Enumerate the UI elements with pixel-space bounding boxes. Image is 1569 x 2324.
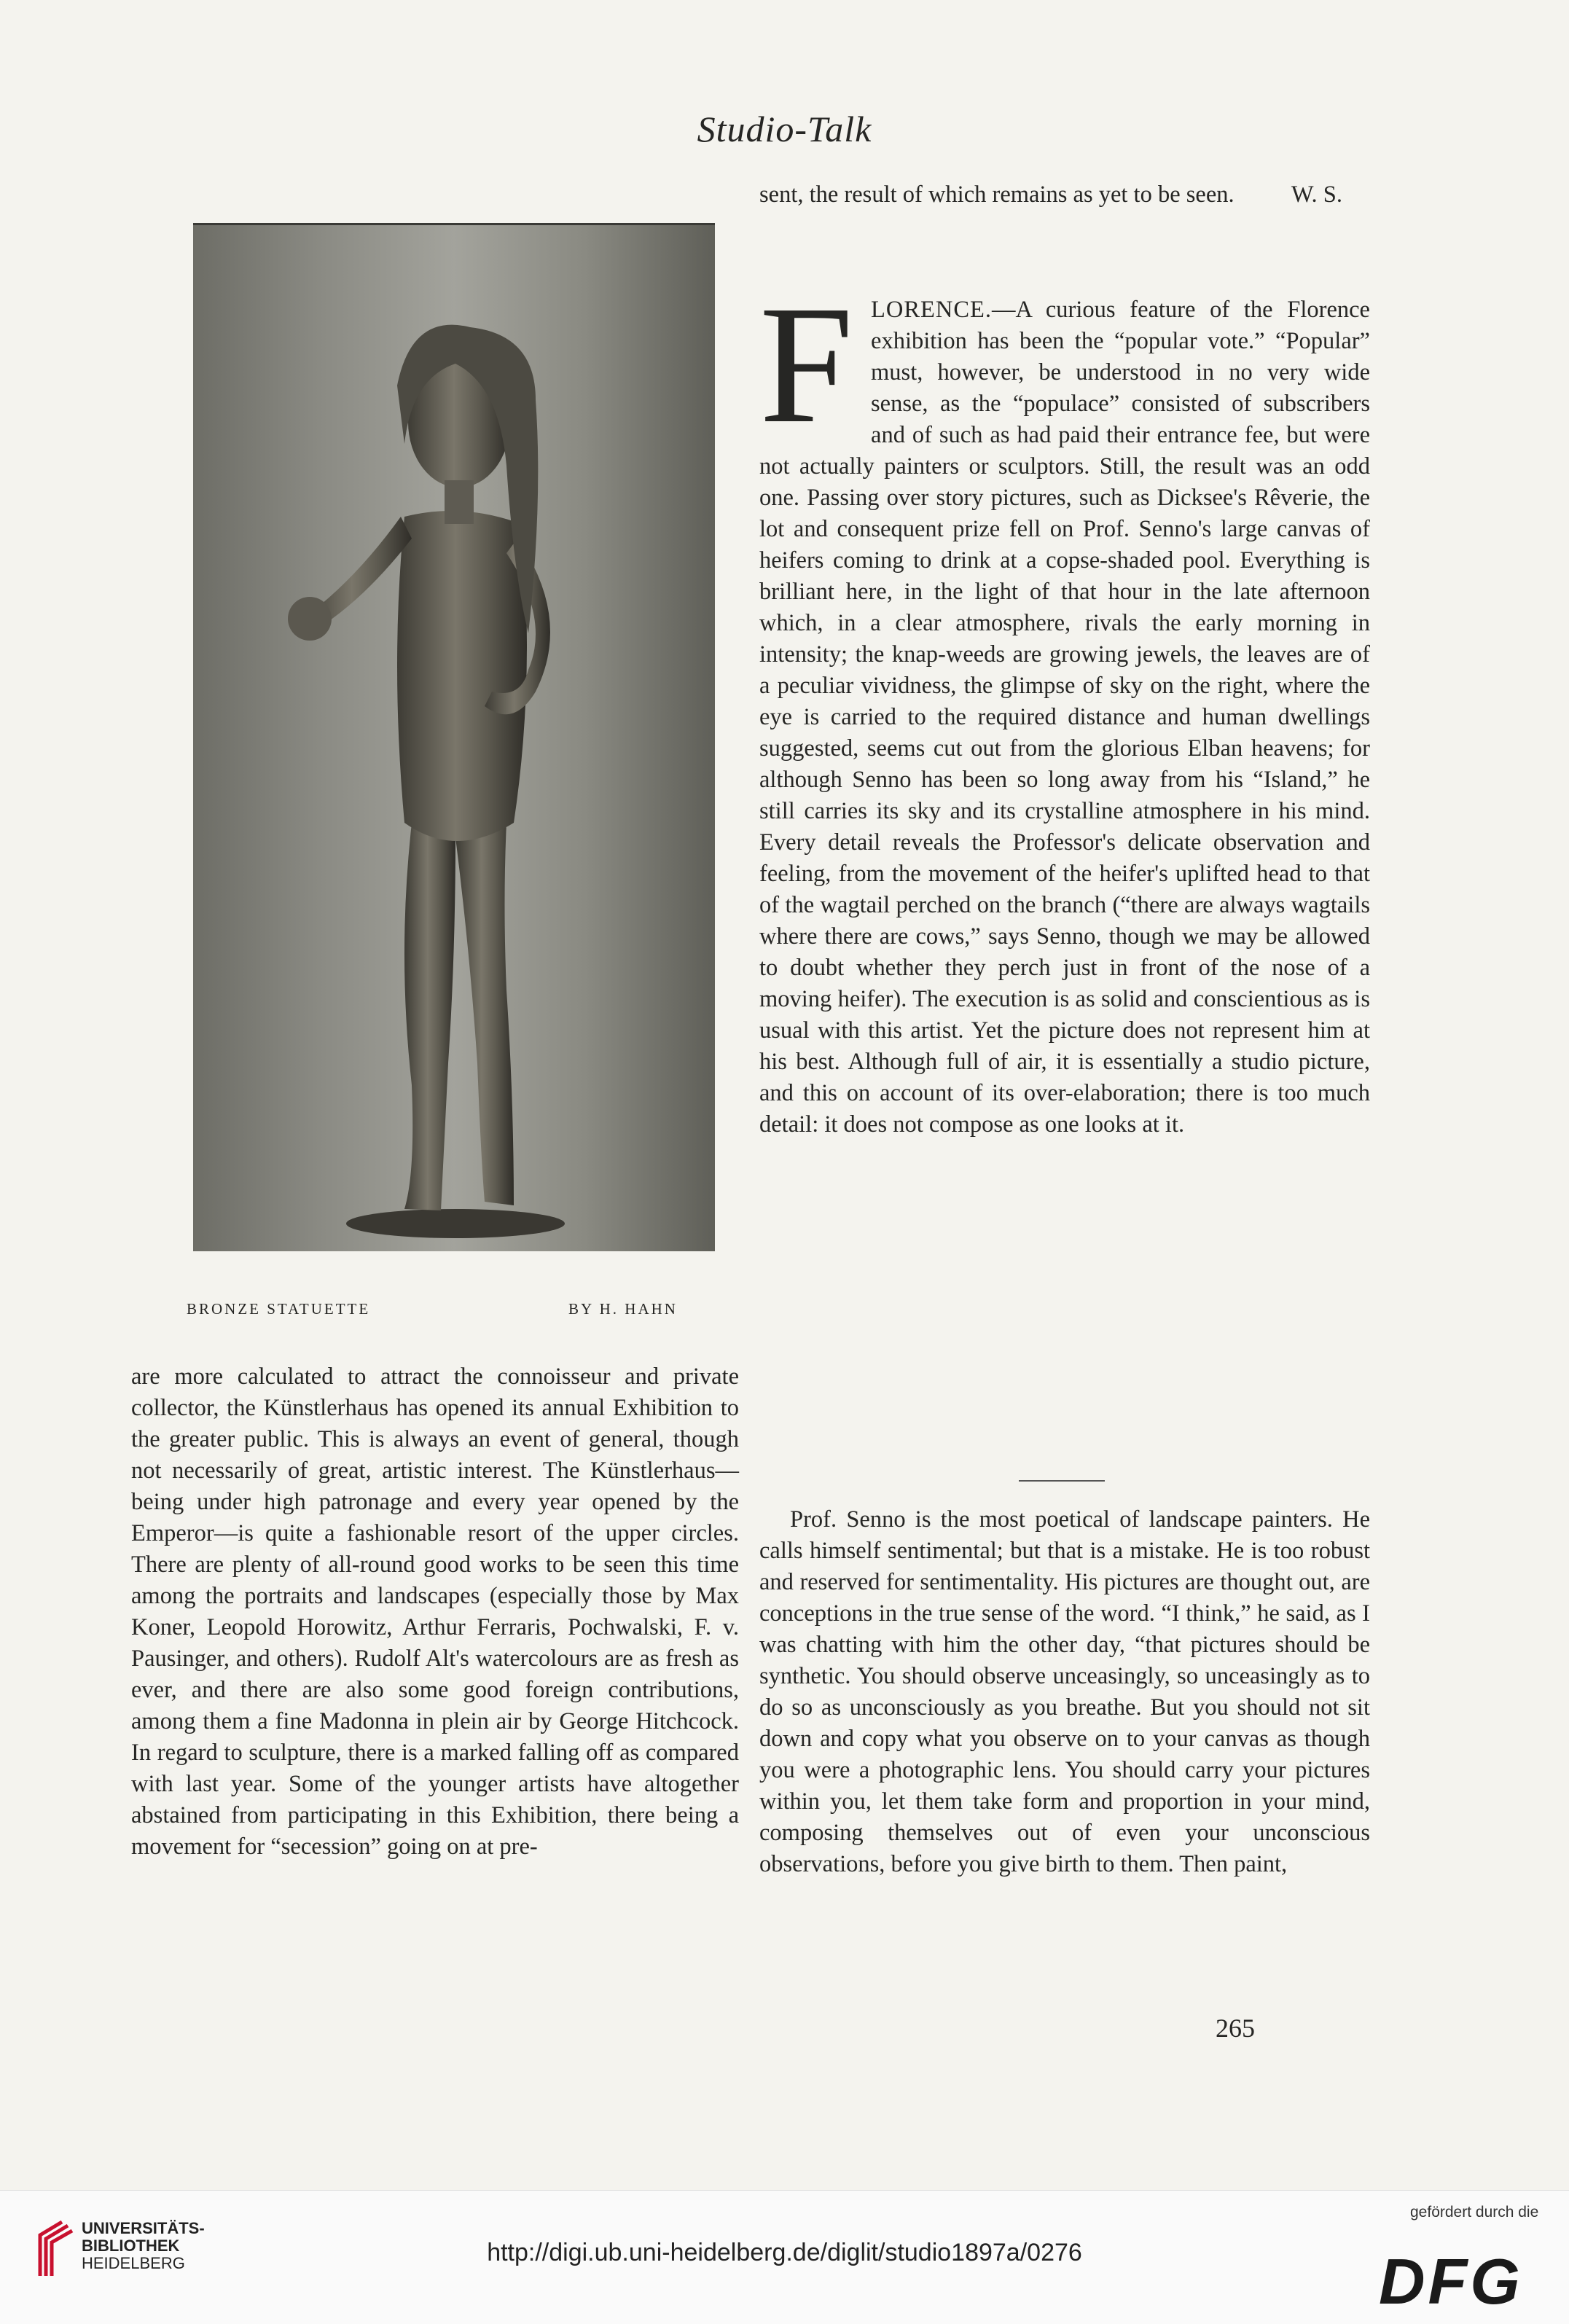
florence-text: —A curious feature of the Florence exhibition has been the “popular vote.” “Popular” must, however, be understood in no very wide sense, as the “populace” consisted of subscribers and of such as had paid their entrance fee, but were not actually painters or sculptors. Still, the result was an odd one. Passing over story pictures, such as Dicksee's Rêverie, the lot and consequent prize fell on Prof. Senno's large canvas of heifers coming to drink at a copse-shaded pool. Everything is brilliant here, in the light of that hour in the late afternoon which, in a clear atmosphere, rivals the early morning in intensity; the knap-weeds are growing jewels, the leaves are of a peculiar vividness, the glimpse of sky on the right, where the eye is carried to the required distance and human dwellings suggested, seems cut out from the glorious Elban heavens; for although Senno has been so long away from his “Island,” he still carries its sky and its crystalline atmosphere in his mind. Every detail reveals the Professor's delicate observation and feeling, from the movement of the heifer's uplifted head to that of the wagtail perched on the branch (“there are always wagtails where there are cows,” says Senno, though we may be allowed to doubt whether they perch just in front of the nose of a moving heifer). The execution is as solid and conscientious as is usual with this artist. Yet the picture does not represent him at his best. Although full of air, it is essentially a studio picture, and this on account of its over-elaboration; there is too much detail: it does not compose as one looks at it.	[759, 297, 1370, 1138]
senno-paragraph	[759, 1504, 1370, 1880]
page-number: 265	[1216, 2014, 1255, 2043]
library-line2: BIBLIOTHEK	[82, 2237, 180, 2255]
funded-by-label: gefördert durch die	[1410, 2204, 1539, 2221]
right-column-opening	[759, 179, 1370, 211]
florence-lead: LORENCE.	[871, 297, 993, 323]
running-title: Studio-Talk	[697, 109, 872, 149]
florence-paragraph	[759, 271, 1370, 1141]
left-column-text: are more calculated to attract the connoisseur and private collector, the Künstlerhaus has opened its annual Exhibition to the greater public. This is always an event of general, though not necessarily of great, artistic interest. The Künstlerhaus—being under high patronage and every year opened by the Emperor—is quite a fashionable resort of the upper circles. There are plenty of all-round good works to be seen this time among the portraits and landscapes (especially those by Max Koner, Leopold Horowitz, Arthur Ferraris, Pochwalski, F. v. Pausinger, and others). Rudolf Alt's watercolours are as fresh as ever, and there are also some good foreign contributions, among them a fine Madonna in plein air by George Hitchcock. In regard to sculpture, there is a marked falling off as compared with last year. Some of the younger artists have altogether abstained from participating in this Exhibition, there being a movement for “secession” going on at pre-	[131, 1364, 739, 1860]
source-url-link[interactable]: http://digi.ub.uni-heidelberg.de/diglit/studio1897a/0276	[487, 2239, 1082, 2266]
opening-text: sent, the result of which remains as yet to be seen.	[759, 181, 1235, 208]
drop-cap: F	[759, 271, 854, 458]
statuette-photograph	[193, 223, 715, 1251]
author-signoff: W. S.	[1291, 181, 1342, 208]
dfg-logo: DFG	[1379, 2245, 1523, 2317]
library-line1: UNIVERSITÄTS-	[82, 2219, 205, 2237]
figure-caption-artist: BY H. HAHN	[568, 1300, 678, 1318]
senno-text: Prof. Senno is the most poetical of landscape painters. He calls himself sentimental; but that is a mistake. He is too robust and reserved for sentimentality. His pictures are thought out, are conceptions in the true sense of the word. “I think,” he said, as I was chatting with him the other day, “that pictures should be synthetic. You should observe unceasingly, so unceasingly as to do so as unconsciously as you breathe. But you should not sit down and copy what you observe on to your canvas as though you were a photographic lens. You should carry your pictures within you, let them take form and proportion in your mind, composing themselves out of even your unconscious observations, before you give birth to them. Then paint,	[759, 1506, 1370, 1877]
section-divider	[1019, 1480, 1105, 1482]
bronze-statuette-image	[193, 225, 715, 1251]
figure-caption-title: BRONZE STATUETTE	[187, 1300, 371, 1318]
library-line3: HEIDELBERG	[82, 2254, 185, 2272]
